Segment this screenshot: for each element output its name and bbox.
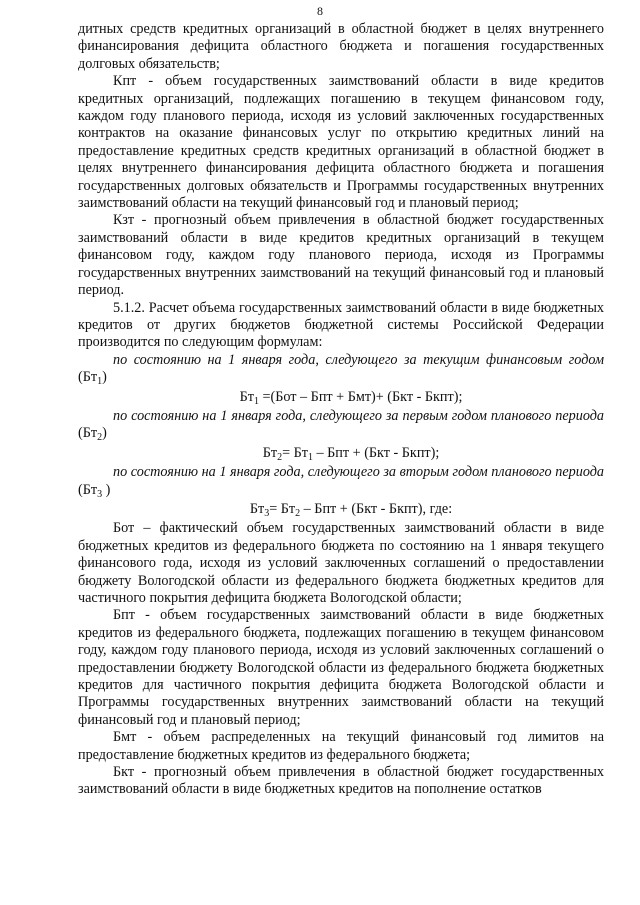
formula-1-lhs-subscript: 1 [253, 395, 259, 407]
formula-3-rhs: – Бпт + (Бкт - Бкпт), где: [300, 500, 453, 517]
formula-3-lhs: Бт [249, 500, 265, 517]
formula-3-lhs-subscript: 3 [264, 507, 270, 519]
page-number: 8 [317, 4, 323, 18]
formula-2 [78, 445, 604, 462]
formula-2-intro: по состоянию на 1 января года, следующего за первым годом планового периода $(Бт_2)$ [78, 407, 604, 444]
formula-3-intro-text: по состоянию на 1 января года, следующего за вторым годом планового периода [113, 464, 604, 481]
formula-1-intro-symbol: Бт [82, 369, 98, 386]
formula-1-lhs: Бт [239, 388, 254, 405]
formula-3-intro-subscript: 3 [97, 488, 103, 500]
formula-2-lhs-subscript: 2 [277, 451, 283, 463]
paragraph-kpt-definition: Кпт - объем государственных заимствований области в виде кредитов кредитных организаций, подлежащих погашению в текущем финансовом году, каждом году планового периода, исходя из условий заключенных государственных контрактов на оказание финансовых услуг по открытию кредитных линий на предоставление кредитных средств кредитных организаций в областной бюджет в целях внутреннего финансирования дефицита областного бюджета и погашения государственных долговых обязательств и Программы государственных внутренних заимствований области на текущий финансовый год и плановый период; [78, 73, 604, 212]
document-body [78, 21, 604, 799]
definition-bpt: Бпт - объем государственных заимствований области в виде бюджетных кредитов из федерального бюджета, подлежащих погашению в текущем финансовом году, каждом году планового периода, исходя из условий заключенных соглашений о предоставлении бюджету Вологодской области из федерального бюджета бюджетных кредитов для частичного покрытия дефицита бюджета Вологодской области и Программы государственных внутренних заимствований области на текущий финансовый год и плановый период; [78, 607, 604, 728]
formula-2-intro-symbol: Бт [82, 425, 98, 442]
formula-2-intro-text: по состоянию на 1 января года, следующего за первым годом планового периода [113, 407, 604, 424]
formula-3-intro: по состоянию на 1 января года, следующего за вторым годом планового периода ($Бт_3$ ) [78, 464, 604, 500]
formula-2-mid: = Бт [282, 444, 308, 461]
formula-1 [78, 389, 604, 406]
formula-1-intro-subscript: 1 [97, 376, 103, 388]
formula-1-intro-text: по состоянию на 1 января года, следующего за текущим финансовым годом [113, 351, 604, 368]
paragraph-section-5-1-2: 5.1.2. Расчет объема государственных заимствований области в виде бюджетных кредитов от других бюджетов бюджетной системы Российской Федерации производится по следующим формулам: [78, 299, 604, 351]
formula-2-rhs: – Бпт + (Бкт - Бкпт); [312, 444, 440, 461]
formula-2-intro-subscript: 2 [97, 432, 103, 444]
formula-1-intro: по состоянию на 1 января года, следующего за текущим финансовым годом $(Бт_1)$ [78, 351, 604, 388]
definition-bot: Бот – фактический объем государственных заимствований области в виде бюджетных кредитов из федерального бюджета по состоянию на 1 января текущего финансового года, исходя из условий заключенных соглашений о предоставлении бюджету Вологодской области из федерального бюджета бюджетных кредитов для частичного покрытия дефицита бюджета Вологодской области; [78, 520, 604, 606]
formula-1-rhs: =(Бот – Бпт + Бмт)+ (Бкт - Бкпт); [262, 388, 463, 405]
paragraph-kzt-definition: Кзт - прогнозный объем привлечения в областной бюджет государственных заимствований области в виде кредитов кредитных организаций в текущем финансовом году, каждом году планового периода, исходя из Программы государственных внутренних заимствований на текущий финансовый год и плановый период. [78, 212, 604, 299]
formula-3-intro-symbol: Бт [82, 481, 98, 498]
formula-2-lhs: Бт [262, 444, 278, 461]
paragraph-continuation: дитных средств кредитных организаций в областной бюджет в целях внутреннего финансирования дефицита областного бюджета и погашения государственных долговых обязательств; [78, 21, 604, 72]
definition-bmt: Бмт - объем распределенных на текущий финансовый год лимитов на предоставление бюджетных кредитов из федерального бюджета; [78, 729, 604, 763]
formula-2-mid-subscript: 1 [307, 451, 313, 463]
formula-3-mid: = Бт [269, 500, 296, 517]
formula-3 [78, 501, 604, 518]
definition-bkt: Бкт - прогнозный объем привлечения в областной бюджет государственных заимствований области в виде бюджетных кредитов на пополнение остатков [78, 764, 604, 798]
formula-3-mid-subscript: 2 [295, 507, 301, 519]
